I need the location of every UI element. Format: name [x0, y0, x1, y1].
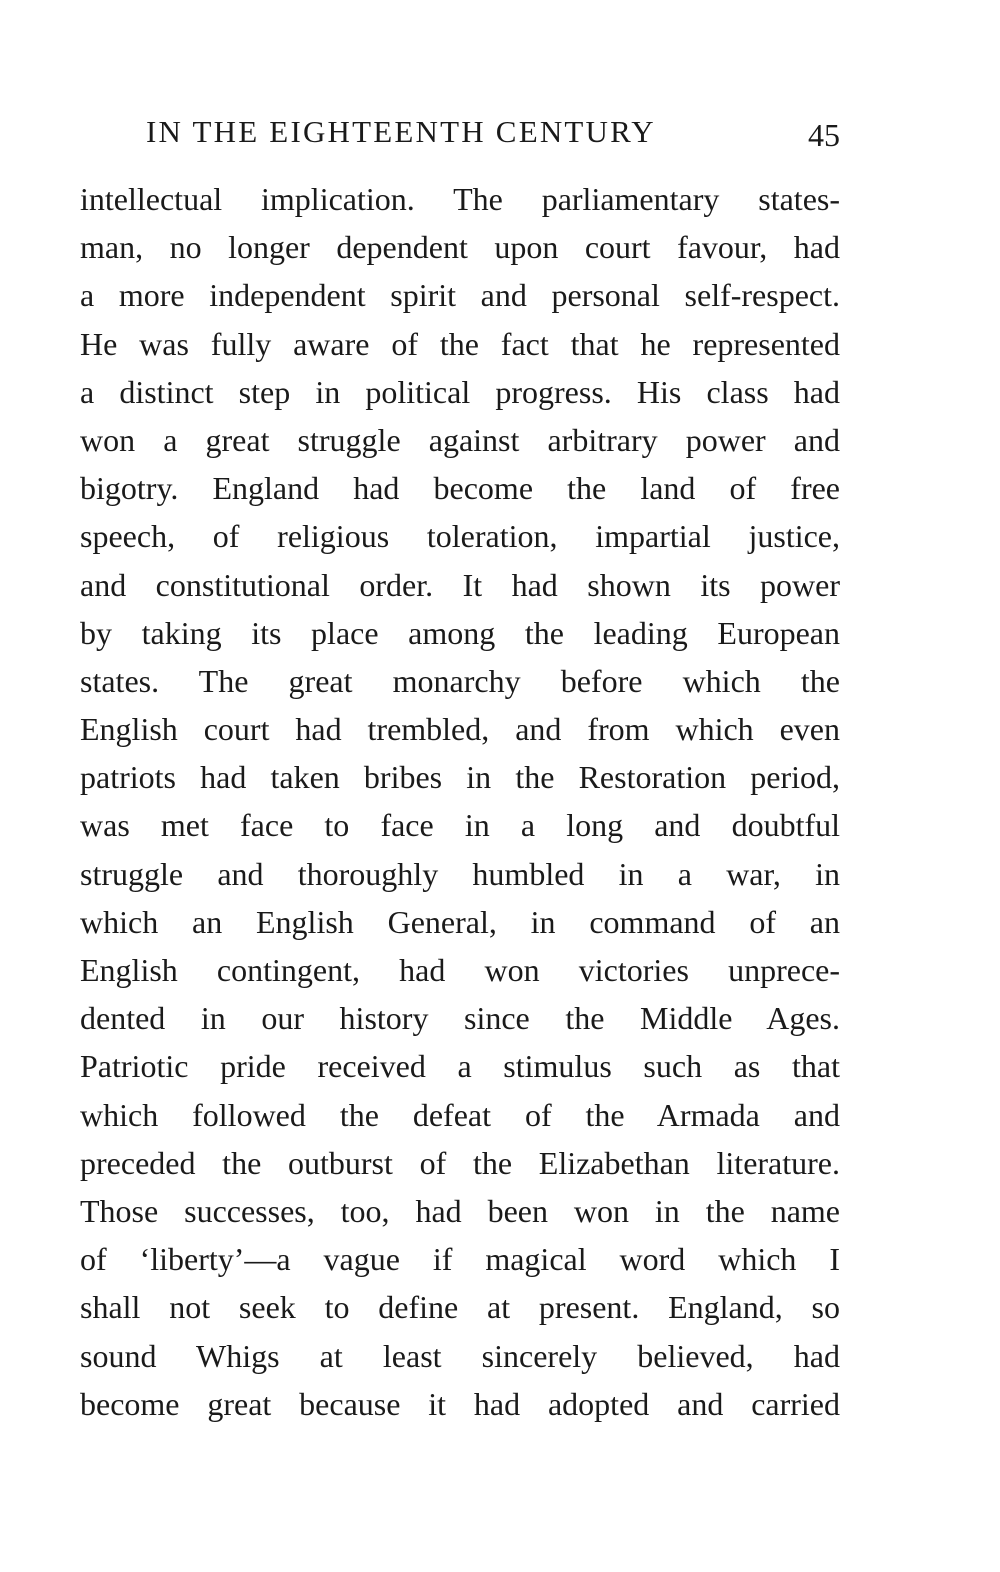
text-line: won a great struggle against arbitrary power and	[80, 421, 840, 458]
text-line: a distinct step in political progress. His class had	[80, 373, 840, 410]
running-header	[80, 112, 840, 152]
body-text	[80, 175, 840, 1428]
text-line: patriots had taken bribes in the Restoration period,	[80, 759, 840, 796]
text-line: speech, of religious toleration, impartial justice,	[80, 518, 840, 555]
text-line: of ‘liberty’—a vague if magical word which I	[80, 1241, 840, 1278]
text-line: man, no longer dependent upon court favour, had	[80, 229, 840, 266]
text-line: shall not seek to define at present. England, so	[80, 1289, 840, 1326]
text-line: dented in our history since the Middle Ages.	[80, 1000, 840, 1037]
text-line: English court had trembled, and from which even	[80, 711, 840, 748]
text-line: Those successes, too, had been won in the name	[80, 1192, 840, 1229]
text-line: and constitutional order. It had shown its power	[80, 566, 840, 603]
text-line: was met face to face in a long and doubtful	[80, 807, 840, 844]
text-line: sound Whigs at least sincerely believed, had	[80, 1337, 840, 1374]
text-line: Patriotic pride received a stimulus such as that	[80, 1048, 840, 1085]
text-line: by taking its place among the leading European	[80, 614, 840, 651]
text-line: states. The great monarchy before which the	[80, 662, 840, 699]
text-line: English contingent, had won victories unprece-	[80, 952, 840, 988]
text-line: struggle and thoroughly humbled in a war, in	[80, 855, 840, 892]
text-line: which an English General, in command of an	[80, 903, 840, 940]
page-number: 45	[808, 117, 840, 153]
text-line: which followed the defeat of the Armada and	[80, 1096, 840, 1133]
text-line: He was fully aware of the fact that he represented	[80, 325, 840, 362]
text-line: bigotry. England had become the land of free	[80, 470, 840, 507]
text-line: a more independent spirit and personal self-respect.	[80, 277, 840, 314]
running-title: IN THE EIGHTEENTH CENTURY	[146, 114, 656, 149]
text-line: intellectual implication. The parliamentary states-	[80, 181, 840, 217]
text-line: preceded the outburst of the Elizabethan literature.	[80, 1144, 840, 1181]
text-line: become great because it had adopted and carried	[80, 1385, 840, 1422]
